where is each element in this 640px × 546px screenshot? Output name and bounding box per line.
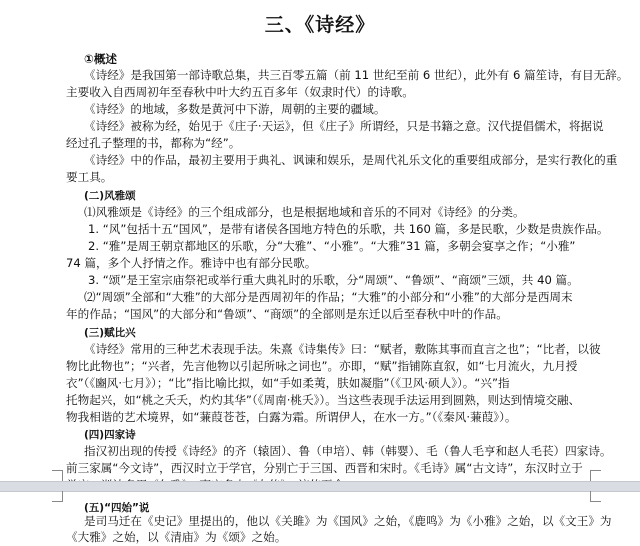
paragraph-line: 要工具。 (66, 170, 113, 184)
paragraph-line: ⑴风雅颂是《诗经》的三个组成部分，也是根据地域和音乐的不同对《诗经》的分类。 (84, 205, 525, 219)
heading-four-schools: (四)四家诗 (84, 429, 136, 441)
list-item: 2. “雅”是周王朝京都地区的乐歌，分“大雅”、“小雅”。“大雅”31 篇，多朝会宴享之作；“小雅” (88, 239, 576, 253)
heading-fu-bi-xing: (三)赋比兴 (84, 327, 136, 339)
paragraph-line: 衣”（《豳风·七月》）；“比”指比喻比拟，如“手如柔荑，肤如凝脂”（《卫风·硕人》）。“兴”指 (66, 376, 510, 390)
paragraph-line: 是司马迁在《史记》里提出的，他以《关雎》为《国风》之始，《鹿鸣》为《小雅》之始，以《文王》为 (84, 514, 612, 528)
crop-mark (590, 470, 601, 481)
paragraph-line: 托物起兴，如“桃之夭夭，灼灼其华”（《周南·桃夭》）。当这些表现手法运用到圆熟，则达到情境交融、 (66, 393, 581, 407)
paragraph-line: 《诗经》的地域，多数是黄河中下游，周朝的主要的疆域。 (84, 102, 386, 116)
heading-feng-ya-song: (二)风雅颂 (84, 190, 136, 202)
paragraph-line: 《诗经》被称为经，始见于《庄子·天运》，但《庄子》所谓经，只是书籍之意。汉代提倡儒术，将据说 (84, 119, 604, 133)
paragraph-line: 前三家属“今文诗”，西汉时立于学官，分别亡于三国、西晋和宋时。《毛诗》属“古文诗”，东汉时立于 (66, 461, 583, 475)
paragraph-line: 物比此物也”；“兴者，先言他物以引起所咏之词也”。亦即，“赋”指铺陈直叙，如“七月流火，九月授 (66, 359, 578, 373)
crop-mark (52, 491, 63, 502)
paragraph-line: 指汉初出现的传授《诗经》的齐（辕固）、鲁（申培）、韩（韩婴）、毛（鲁人毛亨和赵人毛苌）四家诗。 (84, 444, 612, 458)
paragraph-line: 74 篇，多个人抒情之作。雅诗中也有部分民歌。 (66, 256, 317, 270)
list-item: 3. “颂”是王室宗庙祭祀或举行重大典礼时的乐歌，分“周颂”、“鲁颂”、“商颂”三颂，共 40 篇。 (88, 273, 579, 287)
page-title: 三、《诗经》 (264, 14, 376, 36)
paragraph-line: 《诗经》是我国第一部诗歌总集，共三百零五篇（前 11 世纪至前 6 世纪），此外有 6 篇笙诗，有目无辞。 (84, 68, 629, 82)
paragraph-line: 年的作品；“国风”的大部分和“鲁颂”、“商颂”的全部则是东迁以后至春秋中叶的作品。 (66, 307, 508, 321)
page-break (0, 481, 640, 492)
paragraph-line: 《诗经》常用的三种艺术表现手法。朱熹《诗集传》曰：“赋者，敷陈其事而直言之也”；“比者，以彼 (84, 342, 601, 356)
list-item: 1. “风”包括十五“国风”，是带有诸侯各国地方特色的乐歌，共 160 篇，多是民歌，少数是贵族作品。 (88, 222, 609, 236)
paragraph-line: 《大雅》之始，以《清庙》为《颂》之始。 (66, 530, 287, 544)
paragraph-line: 主要收入自西周初年至春秋中叶大约五百多年（奴隶时代）的诗歌。 (66, 85, 414, 99)
crop-mark (590, 491, 601, 502)
paragraph-line: 物我相谐的艺术境界，如“蒹葭苍苍，白露为霜。所谓伊人，在水一方。”（《秦风·蒹葭》）。 (66, 410, 517, 424)
paragraph-line: 《诗经》中的作品，最初主要用于典礼、讽谏和娱乐，是周代礼乐文化的重要组成部分，是实行教化的重 (84, 153, 618, 167)
paragraph-line: ⑵“周颂”全部和“大雅”的大部分是西周初年的作品；“大雅”的小部分和“小雅”的大部分是西周末 (84, 290, 573, 304)
crop-mark (52, 470, 63, 481)
heading-overview: ①概述 (84, 52, 118, 66)
paragraph-line: 经过孔子整理的书，都称为“经”。 (66, 136, 241, 150)
heading-four-beginnings: (五)“四始”说 (84, 502, 150, 514)
